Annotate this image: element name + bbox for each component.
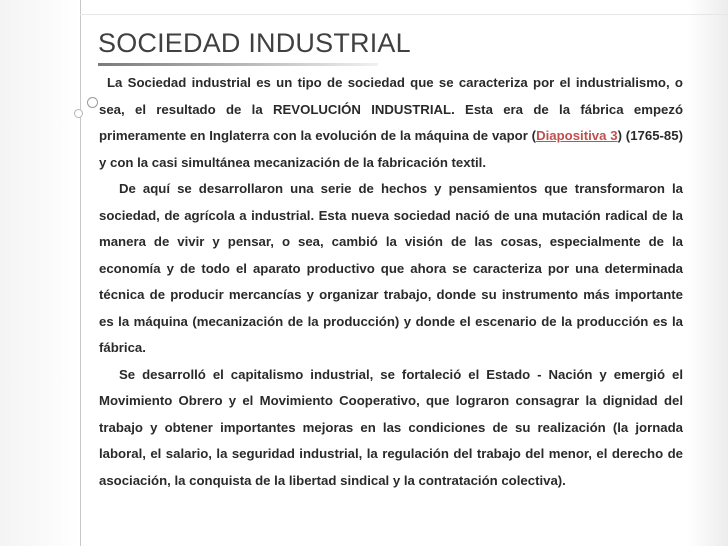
decorative-small-ring-icon [74,109,83,118]
top-frame-line [80,14,728,15]
paragraph-1-text-end: ) (1765-85) y con la casi simultánea mecanización de la fabricación textil. [99,128,683,170]
paragraph-3: Se desarrolló el capitalismo industrial, se fortaleció el Estado - Nación y emergió el Movimiento Obrero y el Movimiento Cooperativo, que lograron consagrar la dignidad del trabajo y obtener importantes mejoras en las condiciones de su realización (la jornada laboral, el salario, la seguridad industrial, la regulación del trabajo del menor, el derecho de asociación, la conquista de la libertad sindical y la contratación colectiva). [99,366,683,488]
paragraph-2: De aquí se desarrollaron una serie de hechos y pensamientos que transformaron la sociedad, de agrícola a industrial. Esta nueva sociedad nació de una mutación radical de la manera de vivir y pensar, o sea, cambió la visión de las cosas, especialmente de la economía y de todo el aparato productivo que ahora se caracteriza por una determinada técnica de producir mercancías y organizar trabajo, donde su instrumento más importante es la máquina (mecanización de la producción) y donde el escenario de la producción es la fábrica. [99,181,683,355]
diapositiva-3-link[interactable]: Diapositiva 3 [536,128,618,143]
decorative-ring-icon [87,97,98,108]
paragraph-1 [99,70,683,176]
slide-body [99,70,683,494]
title-underline [98,63,378,66]
right-margin-shade [688,0,728,546]
vertical-frame-line [80,0,81,546]
slide-title: SOCIEDAD INDUSTRIAL [98,28,411,58]
paragraph-1-text-start: La Sociedad industrial es un tipo de sociedad que se caracteriza por el industrialismo, o sea, el resultado de la REVOLUCIÓN INDUSTRIAL. Esta era de la fábrica empezó primeramente en Inglaterra con la evolución de la máquina de vapor ( [99,75,683,143]
left-margin-shade [0,0,80,546]
